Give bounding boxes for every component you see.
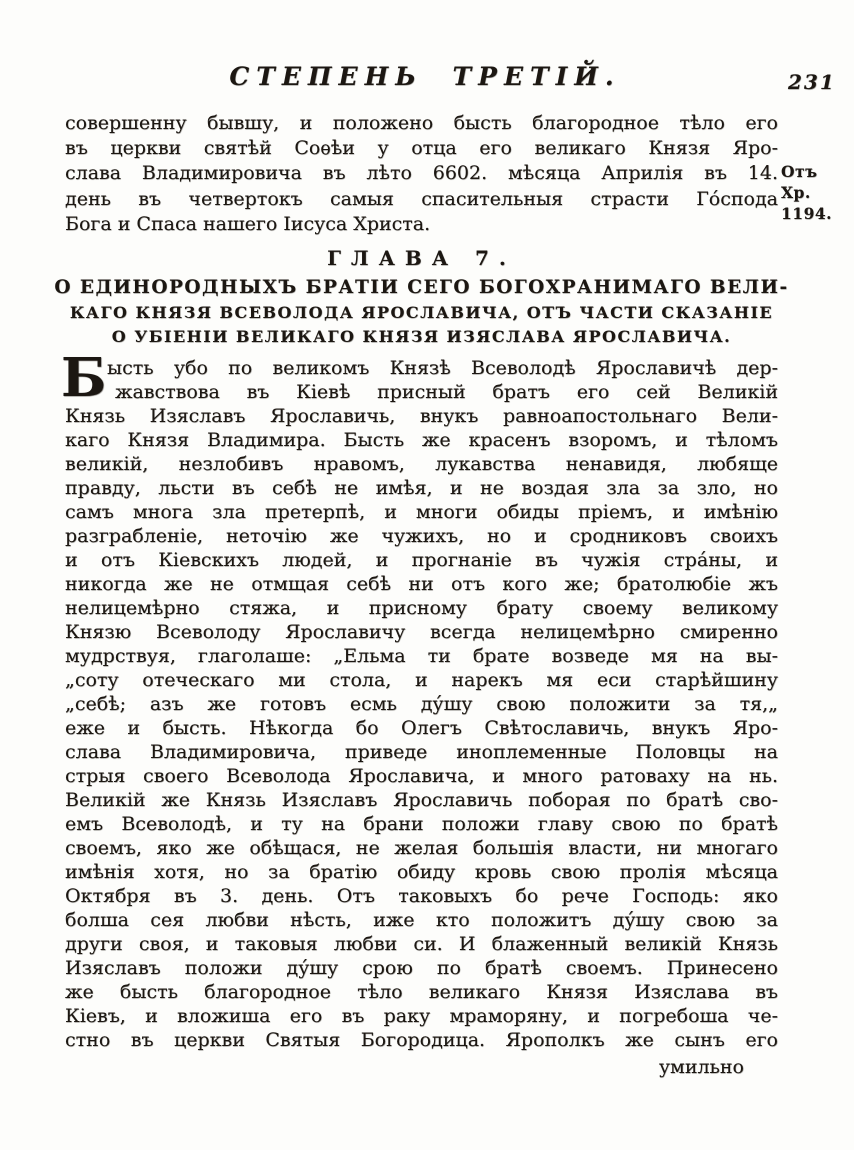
text-line: Великій же Князь Изяславъ Ярославичь поборая по братѣ сво- [65,789,778,811]
text-line: великій, незлобивъ нравомъ, лукавства ненавидя, любяще [65,453,778,475]
text-line: совершенну бывшу, и положено бысть благородное тѣло его [65,112,778,134]
body-lines [65,404,778,1052]
text-line: нелицемѣрно стяжа, и присному брату своему великому [65,597,778,619]
text-line: Изяславъ положи ду́шу срою по братѣ своемъ. Принесено [65,957,778,979]
text-line: емъ Всеволодѣ, и ту на брани положи главу свою по братѣ [65,813,778,835]
text-line: разграбленіе, неточію же чужихъ, но и сродниковъ своихъ [65,525,778,547]
text-line: „себѣ; азъ же готовъ есмь ду́шу свою положити за тя,„ [65,693,778,715]
text-line: имѣнія хотя, но за братію обиду кровь свою пролія мѣсяца [65,861,778,883]
text-line: болша сея любви нѣсть, иже кто положитъ ду́шу свою за [65,909,778,931]
text-line: слава Владимировича, приведе иноплеменные Половцы на [65,741,778,763]
text-line: же бысть благородное тѣло великаго Князя Изяслава въ [65,981,778,1003]
chapter-number: ГЛАВА 7. [327,246,516,270]
text-line: стно въ церкви Святыя Богородица. Ярополкъ же сынъ его [65,1029,778,1051]
text-line: Октября въ 3. день. Отъ таковыхъ бо рече Господь: яко [65,885,778,907]
text-line: самъ многа зла претерпѣ, и многи обиды пріемъ, и имѣнію [65,501,778,523]
text-line: Кіевъ, и вложиша его въ раку мраморяну, и погребоша че- [65,1005,778,1027]
text-line: своемъ, яко же обѣщася, не желая большія власти, ни многаго [65,837,778,859]
margin-note [781,161,853,224]
text-line: мудрствуя, глаголаше: „Ельма ти брате возведе мя на вы- [65,645,778,667]
margin-note-year: 1194. [781,204,833,223]
text-line: Князь Изяславъ Ярославичь, внукъ равноапостольнаго Вели- [65,405,778,427]
text-line: Бога и Спаса нашего Іисуса Христа. [65,212,431,235]
text-line: день въ четвертокъ самыя спасительныя страсти Го́спода [65,187,778,210]
chapter-title [45,275,798,349]
text-line: и отъ Кіевскихъ людей, и прогнаніе въ чужія стра́ны, и [65,549,778,571]
chapter-title-line: КАГО КНЯЗЯ ВСЕВОЛОДА ЯРОСЛАВИЧА, ОТЪ ЧАСТИ СКАЗАНІЕ [69,303,774,322]
catchword: умильно [658,1056,744,1078]
drop-cap-initial: Б [61,347,107,409]
page-number: 231 [788,70,836,94]
text-line: слава Владимировича въ лѣто 6602. мѣсяца Априлія въ 14. [65,162,778,185]
text-line: никогда же не отмщая себѣ ни отъ кого же; братолюбіе жъ [65,573,778,595]
intro-paragraph [65,111,778,237]
text-line: други своя, и таковыя любви си. И блаженный великій Князь [65,933,778,955]
text-line: еже и бысть. Нѣкогда бо Олегъ Свѣтославичь, внукъ Яро- [65,717,778,739]
text-line: стрыя своего Всеволода Ярославича, и много ратоваху на нь. [65,765,778,787]
text-line: „соту отеческаго ми стола, и нарекъ мя еси старѣйшину [65,669,778,691]
running-title: СТЕПЕНЬ ТРЕТІЙ. [229,62,621,91]
text-line: жавствова въ Кіевѣ присный братъ его сей Великій [115,381,778,403]
chapter-title-line: О ЕДИНОРОДНЫХЪ БРАТІИ СЕГО БОГОХРАНИМАГО ВЕЛИ- [54,277,789,298]
text-line: въ церкви святѣй Соѳѣи у отца его великаго Князя Яро- [65,137,778,160]
text-line: ысть убо по великомъ Князѣ Всеволодѣ Ярославичѣ дер- [107,357,778,379]
chapter-title-line: О УБІЕНІИ ВЕЛИКАГО КНЯЗЯ ИЗЯСЛАВА ЯРОСЛАВИЧА. [111,327,732,346]
body-paragraph [61,347,778,1052]
text-line: каго Князя Владимира. Бысть же красенъ взоромъ, и тѣломъ [65,429,778,451]
margin-note-era: Отъ Хр. [781,162,818,202]
text-line: правду, льсти въ себѣ не имѣя, и не воздая зла за зло, но [65,477,778,499]
text-line: Князю Всеволоду Ярославичу всегда нелицемѣрно смиренно [65,621,778,643]
